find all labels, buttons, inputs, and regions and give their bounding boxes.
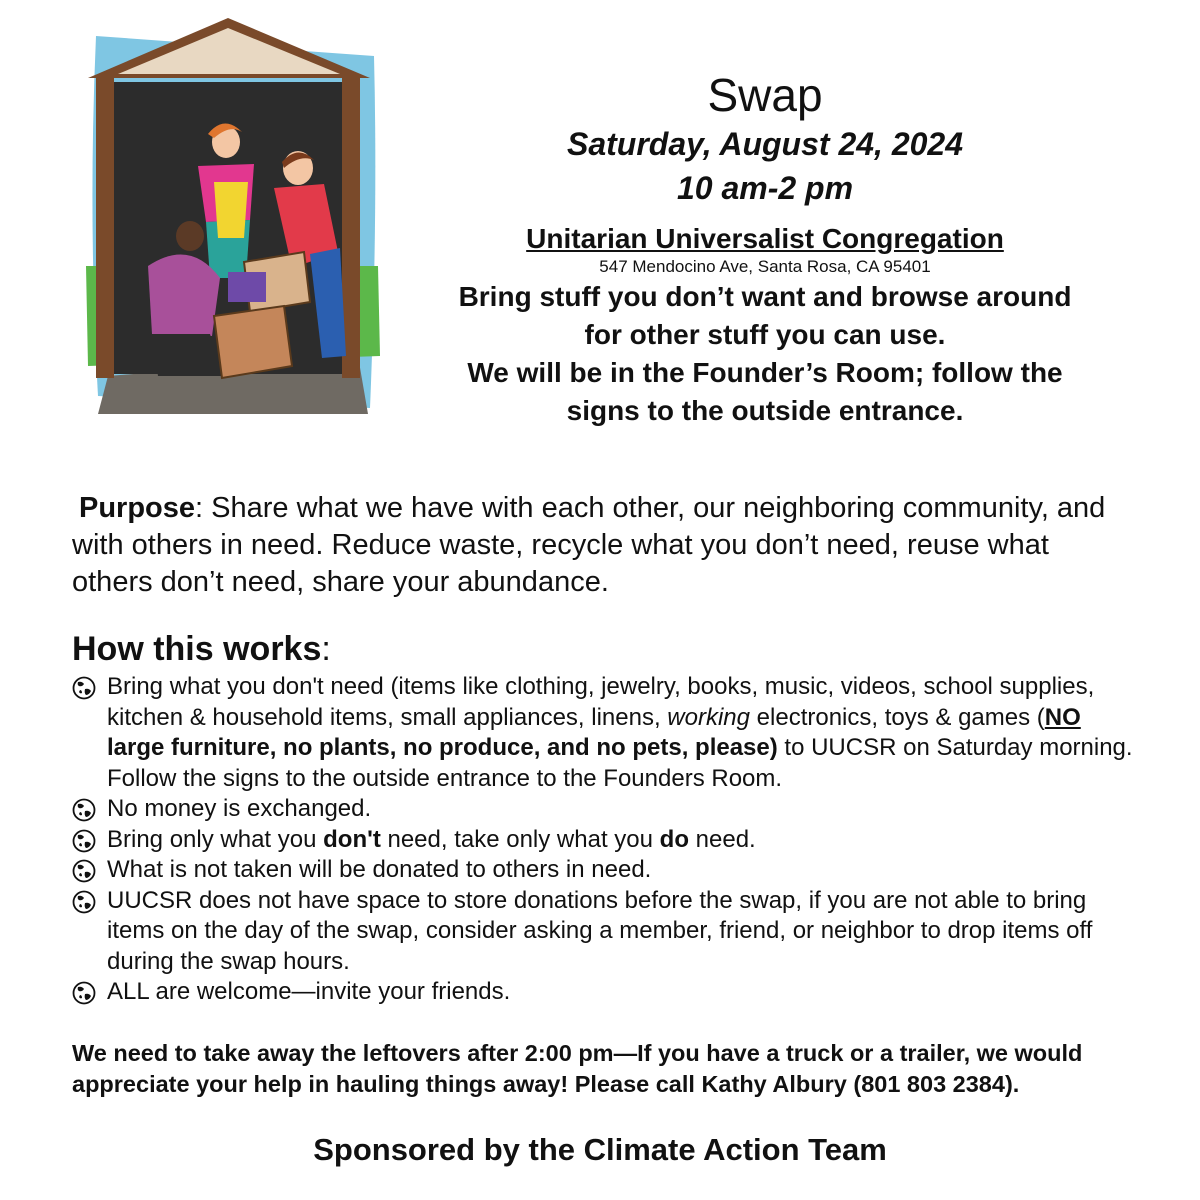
bullet-text: to UUCSR on Saturday morning. Follow the signs to the outside entrance to the Founders Room.	[107, 734, 1133, 792]
purpose-text: Share what we have with each other, our neighboring community, and with others in need. Reduce waste, recycle what you don’t need, reuse what others don’t need, share your abundance.	[72, 492, 1106, 598]
list-item	[72, 672, 1142, 794]
list-item	[72, 794, 1142, 825]
bullet-underlined-text: NO	[1044, 703, 1081, 731]
globe-icon	[72, 890, 96, 914]
bullet-text: Bring what you don't need (items like clothing, jewelry, books, music, videos, school supplies, kitchen & household items, small appliances, linens,	[107, 673, 1095, 731]
list-item	[72, 886, 1142, 978]
message-line-3: We will be in the Founder’s Room; follow the	[467, 357, 1063, 388]
bullet-bold-text: don't	[323, 825, 381, 853]
globe-icon	[72, 798, 96, 822]
bullet-text: electronics, toys & games (	[750, 703, 1045, 731]
venue-address: 547 Mendocino Ave, Santa Rosa, CA 95401	[599, 257, 931, 276]
message-line-4: signs to the outside entrance.	[566, 395, 964, 426]
event-time: 10 am-2 pm	[676, 170, 854, 206]
message-line-1: Bring stuff you don’t want and browse around	[458, 281, 1072, 312]
how-heading-text: How this works	[72, 630, 322, 668]
yellow-shirt	[214, 182, 248, 238]
event-title: Swap	[707, 69, 823, 121]
swap-illustration	[78, 16, 388, 414]
bullet-text: need, take only what you	[380, 825, 660, 853]
sponsor-line: Sponsored by the Climate Action Team	[313, 1132, 887, 1167]
globe-icon	[72, 676, 96, 700]
list-item	[72, 855, 1142, 886]
left-post	[96, 78, 114, 378]
figure-pants	[152, 334, 222, 376]
venue-name: Unitarian Universalist Congregation	[526, 223, 1004, 254]
how-heading: How this works:	[72, 630, 331, 668]
figure-shirt	[148, 254, 220, 336]
bullet-text: No money is exchanged.	[107, 795, 372, 822]
purpose-paragraph: Purpose: Share what we have with each other, our neighboring community, and with others in need. Reduce waste, recycle what you don’t need, reuse what others don’t need, share your abundance.	[72, 492, 1106, 598]
bullet-text: What is not taken will be donated to others in need.	[107, 856, 652, 883]
record-crate	[214, 306, 292, 378]
globe-icon	[72, 981, 96, 1005]
purpose-label: Purpose	[79, 492, 196, 524]
globe-icon	[72, 829, 96, 853]
globe-icon	[72, 859, 96, 883]
bullet-text: ALL are welcome—invite your friends.	[107, 978, 511, 1005]
record-laptop	[228, 272, 266, 302]
bullet-text: need.	[689, 825, 756, 853]
how-list	[72, 672, 1142, 1008]
leftovers-notice: We need to take away the leftovers after 2:00 pm—If you have a truck or a trailer, we would appreciate your help in hauling things away! Please call Kathy Albury (801 803 2384).	[72, 1040, 1083, 1097]
message-line-2: for other stuff you can use.	[584, 319, 946, 350]
bullet-italic-text: working	[667, 703, 750, 731]
list-item	[72, 977, 1142, 1008]
figure-head	[176, 221, 204, 251]
event-header	[400, 68, 1130, 430]
bullet-text: UUCSR does not have space to store donations before the swap, if you are not able to bring items on the day of the swap, consider asking a member, friend, or neighbor to drop items off during the swap hours.	[107, 886, 1093, 975]
event-date: Saturday, August 24, 2024	[567, 126, 963, 162]
bullet-bold-text: large furniture, no plants, no produce, and no pets, please)	[107, 734, 778, 761]
bullet-bold-text: do	[659, 825, 689, 853]
list-item	[72, 825, 1142, 856]
bullet-text: Bring only what you	[107, 825, 324, 853]
